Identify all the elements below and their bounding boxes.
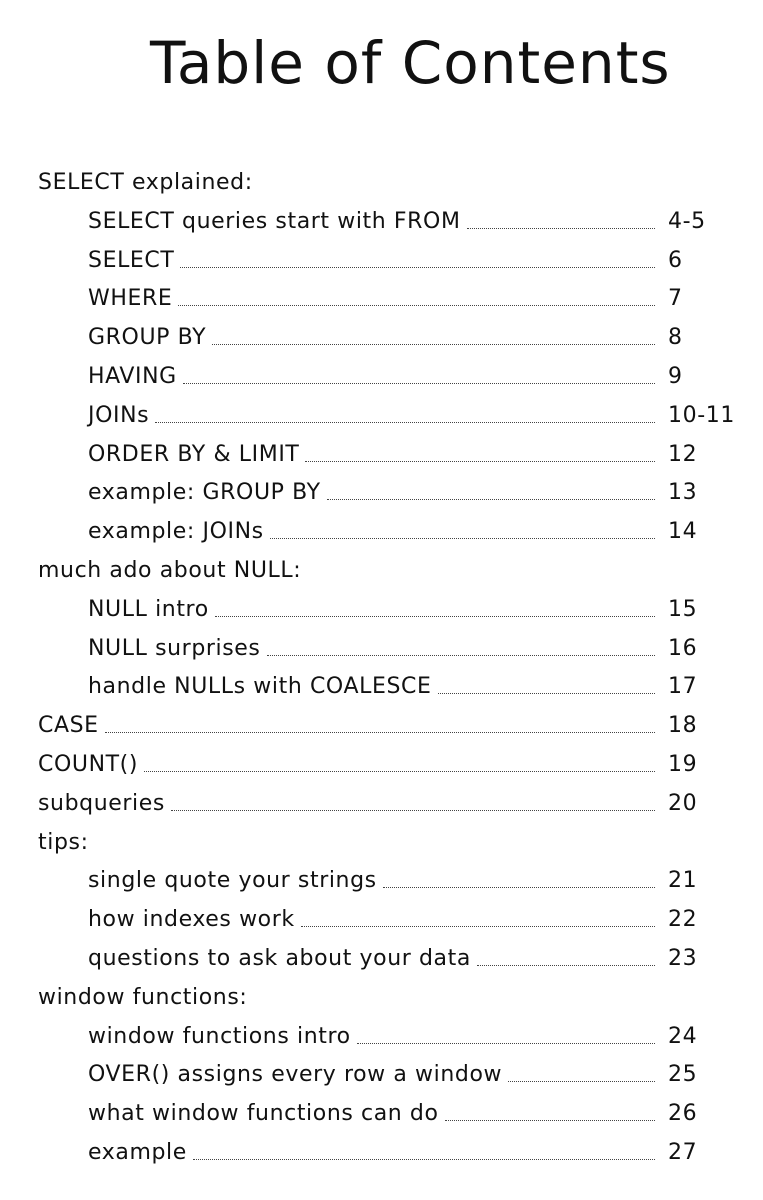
- toc-entry-label: window functions:: [38, 979, 249, 1018]
- dot-leader: [180, 267, 655, 268]
- toc-entry[interactable]: [0, 397, 763, 436]
- toc-entry-label: single quote your strings: [88, 862, 379, 901]
- toc-entry-label: ORDER BY & LIMIT: [88, 436, 301, 475]
- toc-entry[interactable]: [0, 474, 763, 513]
- toc-section-heading[interactable]: [0, 552, 763, 591]
- toc-entry-label: HAVING: [88, 358, 179, 397]
- toc-page-number: 8: [668, 325, 683, 351]
- toc-section-heading[interactable]: [0, 164, 763, 203]
- dot-leader: [327, 499, 655, 500]
- toc-entry[interactable]: [0, 630, 763, 669]
- toc-page-number: 4-5: [668, 208, 706, 234]
- toc-entry[interactable]: [0, 862, 763, 901]
- toc-entry-label: COUNT(): [38, 746, 140, 785]
- toc-page-number: 6: [668, 247, 683, 273]
- toc-page-number: 7: [668, 286, 683, 312]
- toc-entry[interactable]: [0, 436, 763, 475]
- toc-entry[interactable]: [0, 203, 763, 242]
- toc-entry-label: window functions intro: [88, 1018, 353, 1057]
- toc-entry[interactable]: [0, 591, 763, 630]
- dot-leader: [383, 887, 655, 888]
- toc-page-number: 9: [668, 363, 683, 389]
- dot-leader: [105, 732, 655, 733]
- toc-page-number: 19: [668, 751, 698, 777]
- dot-leader: [438, 693, 655, 694]
- toc-section-heading[interactable]: [0, 824, 763, 863]
- toc-entry-label: example: GROUP BY: [88, 474, 323, 513]
- dot-leader: [477, 965, 655, 966]
- toc-entry[interactable]: [0, 746, 763, 785]
- toc-entry-label: SELECT queries start with FROM: [88, 203, 463, 242]
- dot-leader: [445, 1120, 655, 1121]
- toc-entry[interactable]: [0, 242, 763, 281]
- toc-entry-label: much ado about NULL:: [38, 552, 303, 591]
- toc-entry[interactable]: [0, 707, 763, 746]
- toc-page-number: 16: [668, 635, 698, 661]
- toc-entry-label: questions to ask about your data: [88, 940, 473, 979]
- dot-leader: [467, 228, 655, 229]
- toc-page-number: 22: [668, 907, 698, 933]
- toc-entry[interactable]: [0, 1056, 763, 1095]
- page-title: Table of Contents: [150, 29, 671, 97]
- toc-entry-label: CASE: [38, 707, 101, 746]
- toc-entry-label: SELECT: [88, 242, 176, 281]
- toc-entry-label: how indexes work: [88, 901, 297, 940]
- toc-page-number: 24: [668, 1023, 698, 1049]
- toc-entry-label: what window functions can do: [88, 1095, 441, 1134]
- dot-leader: [144, 771, 655, 772]
- toc-page-number: 23: [668, 945, 698, 971]
- toc-entry[interactable]: [0, 319, 763, 358]
- dot-leader: [357, 1043, 655, 1044]
- toc-entry-label: SELECT explained:: [38, 164, 255, 203]
- toc-page-number: 12: [668, 441, 698, 467]
- toc-entry[interactable]: [0, 1134, 763, 1173]
- dot-leader: [305, 461, 655, 462]
- toc-entry-label: NULL surprises: [88, 630, 263, 669]
- toc-section-heading[interactable]: [0, 979, 763, 1018]
- toc-entry[interactable]: [0, 668, 763, 707]
- toc-entry-label: example: JOINs: [88, 513, 266, 552]
- dot-leader: [155, 422, 655, 423]
- toc-page-number: 15: [668, 596, 698, 622]
- toc-entry-label: handle NULLs with COALESCE: [88, 668, 434, 707]
- toc-page-number: 18: [668, 713, 698, 739]
- dot-leader: [215, 616, 655, 617]
- toc-entry-label: WHERE: [88, 280, 174, 319]
- dot-leader: [270, 538, 655, 539]
- dot-leader: [193, 1159, 655, 1160]
- toc-page-number: 10-11: [668, 402, 735, 428]
- toc-page-number: 25: [668, 1062, 698, 1088]
- toc-entry-label: JOINs: [88, 397, 151, 436]
- toc-entry[interactable]: [0, 1018, 763, 1057]
- toc-list: [0, 164, 763, 1173]
- toc-entry[interactable]: [0, 901, 763, 940]
- toc-entry-label: example: [88, 1134, 189, 1173]
- dot-leader: [508, 1081, 655, 1082]
- toc-entry-label: NULL intro: [88, 591, 211, 630]
- dot-leader: [178, 305, 655, 306]
- toc-page-number: 26: [668, 1101, 698, 1127]
- dot-leader: [267, 655, 655, 656]
- toc-page-number: 27: [668, 1139, 698, 1165]
- toc-entry-label: subqueries: [38, 785, 167, 824]
- toc-entry-label: tips:: [38, 824, 91, 863]
- toc-entry-label: GROUP BY: [88, 319, 208, 358]
- dot-leader: [171, 810, 655, 811]
- toc-entry[interactable]: [0, 280, 763, 319]
- toc-entry[interactable]: [0, 940, 763, 979]
- toc-entry[interactable]: [0, 358, 763, 397]
- dot-leader: [212, 344, 655, 345]
- toc-entry-label: OVER() assigns every row a window: [88, 1056, 504, 1095]
- toc-entry[interactable]: [0, 785, 763, 824]
- toc-page-number: 14: [668, 519, 698, 545]
- toc-page-number: 17: [668, 674, 698, 700]
- toc-entry[interactable]: [0, 513, 763, 552]
- toc-page-number: 21: [668, 868, 698, 894]
- dot-leader: [183, 383, 655, 384]
- dot-leader: [301, 926, 655, 927]
- toc-entry[interactable]: [0, 1095, 763, 1134]
- toc-page-number: 20: [668, 790, 698, 816]
- toc-page-number: 13: [668, 480, 698, 506]
